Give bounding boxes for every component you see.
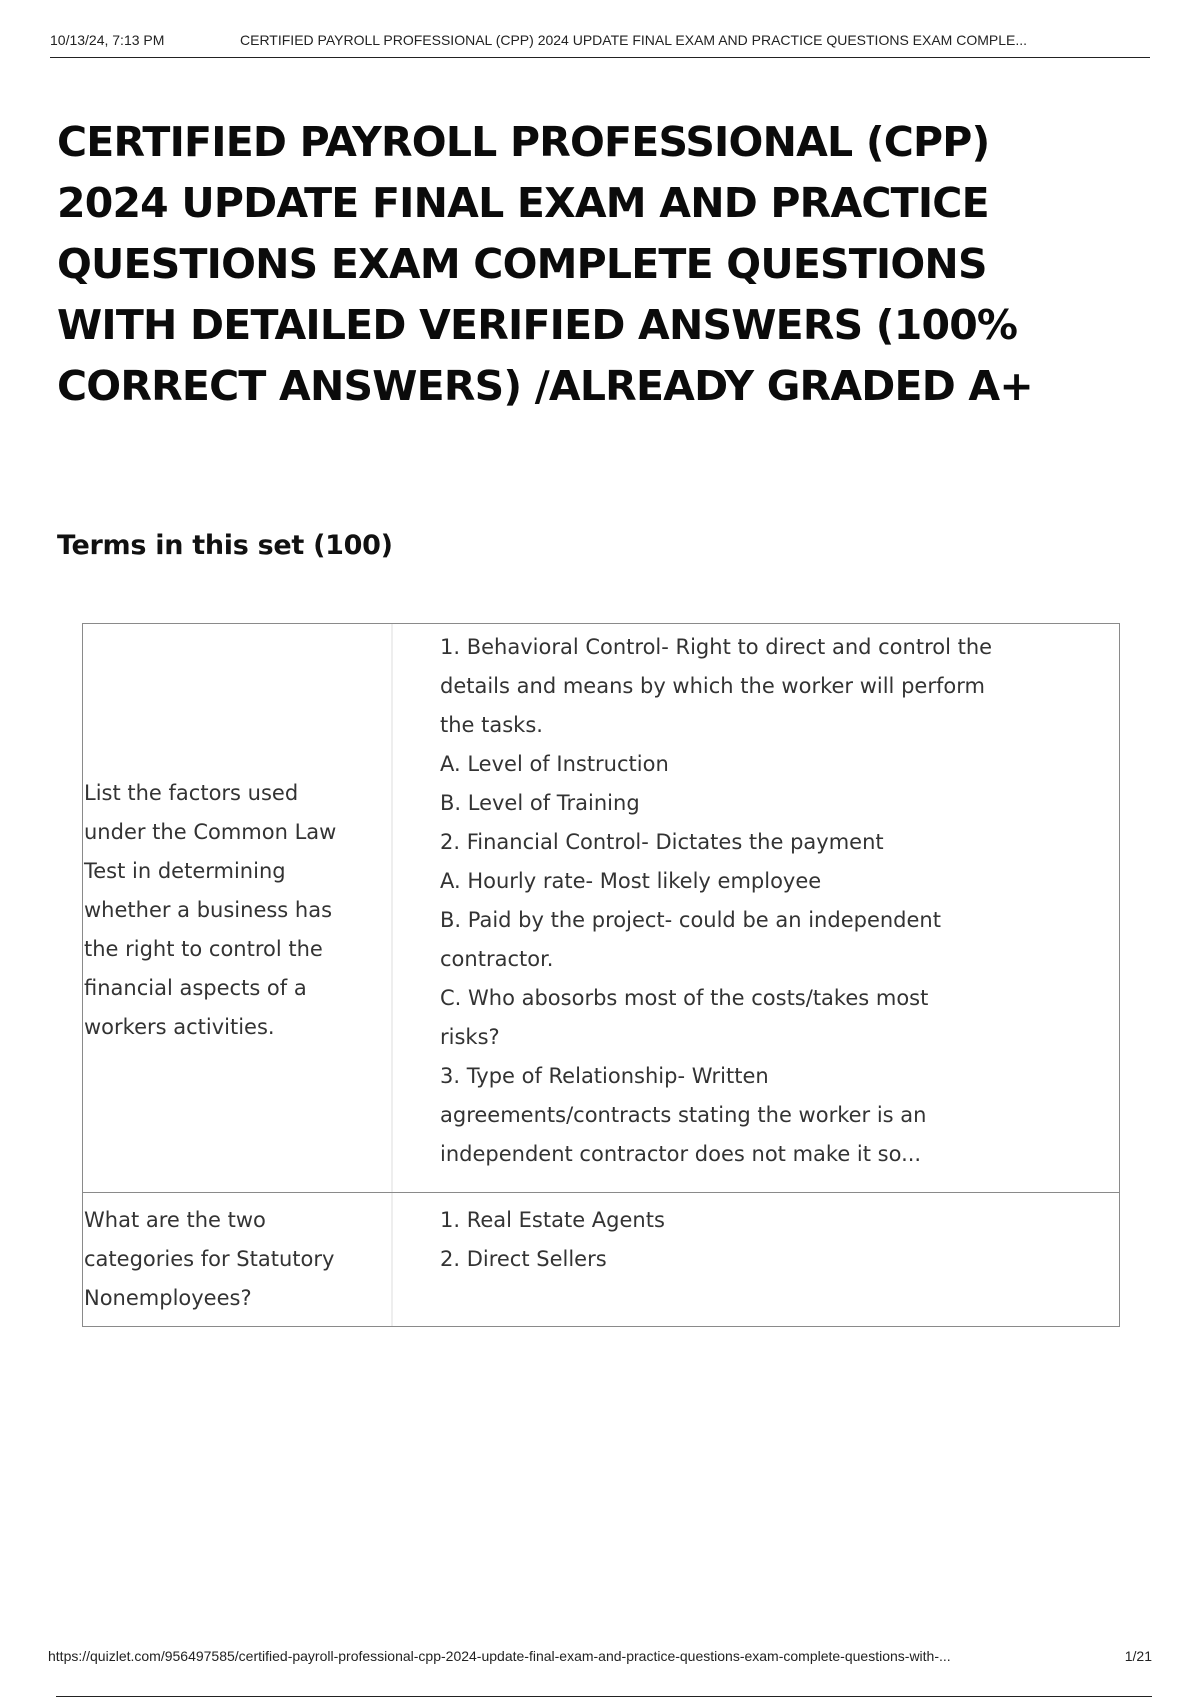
- title-line: CERTIFIED PAYROLL PROFESSIONAL (CPP): [57, 118, 990, 166]
- definition-line: 2. Financial Control- Dictates the payment: [440, 830, 884, 854]
- definition-line: agreements/contracts stating the worker is an: [440, 1103, 927, 1127]
- term-row: [83, 1192, 1119, 1326]
- term-line: What are the two: [84, 1208, 266, 1232]
- term-text: [83, 624, 393, 1192]
- definition-line: risks?: [440, 1025, 500, 1049]
- term-line: List the factors used: [84, 780, 299, 805]
- term-lines: [84, 774, 336, 1047]
- definition-line: B. Paid by the project- could be an independent: [440, 908, 941, 932]
- term-lines: [84, 1201, 334, 1318]
- definition-line: A. Level of Instruction: [440, 752, 669, 776]
- term-row: [83, 624, 1119, 1192]
- definition-line: A. Hourly rate- Most likely employee: [440, 869, 822, 893]
- print-doc-title: CERTIFIED PAYROLL PROFESSIONAL (CPP) 2024 UPDATE FINAL EXAM AND PRACTICE QUESTIONS EXAM COMPLE...: [240, 32, 1028, 48]
- term-text: [83, 1193, 393, 1326]
- term-line: financial aspects of a: [84, 975, 307, 1000]
- terms-table: [82, 623, 1120, 1327]
- definition-text: [393, 624, 1119, 1192]
- definition-line: independent contractor does not make it so...: [440, 1142, 922, 1166]
- print-datetime: 10/13/24, 7:13 PM: [50, 32, 165, 48]
- print-footer: [48, 1648, 1152, 1700]
- definition-line: 1. Behavioral Control- Right to direct and control the: [440, 635, 993, 659]
- page-number: 1/21: [1124, 1648, 1152, 1664]
- definition-line: 1. Real Estate Agents: [440, 1208, 665, 1232]
- definition-line: contractor.: [440, 947, 554, 971]
- term-line: Test in determining: [84, 858, 286, 883]
- term-line: workers activities.: [84, 1014, 275, 1039]
- term-line: categories for Statutory: [84, 1247, 335, 1271]
- title-line: 2024 UPDATE FINAL EXAM AND PRACTICE: [57, 179, 989, 227]
- definition-text: [393, 1193, 1119, 1326]
- print-header: [50, 28, 1150, 58]
- title-line: WITH DETAILED VERIFIED ANSWERS (100%: [57, 301, 1018, 349]
- term-line: the right to control the: [84, 936, 323, 961]
- title-line: CORRECT ANSWERS) /ALREADY GRADED A+: [57, 362, 1033, 410]
- terms-heading: Terms in this set (100): [57, 530, 393, 561]
- definition-line: B. Level of Training: [440, 791, 640, 815]
- term-line: Nonemployees?: [84, 1286, 252, 1310]
- term-line: whether a business has: [84, 897, 333, 922]
- term-line: under the Common Law: [84, 819, 337, 844]
- footer-divider: [56, 1696, 1152, 1697]
- definition-line: 2. Direct Sellers: [440, 1247, 607, 1271]
- page-title: [57, 112, 1117, 417]
- print-url: https://quizlet.com/956497585/certified-payroll-professional-cpp-2024-update-final-exam-and-practice-questions-exam-complete-questions-with-...: [48, 1648, 951, 1664]
- definition-line: the tasks.: [440, 713, 543, 737]
- definition-line: 3. Type of Relationship- Written: [440, 1064, 769, 1088]
- title-line: QUESTIONS EXAM COMPLETE QUESTIONS: [57, 240, 987, 288]
- definition-line: C. Who abosorbs most of the costs/takes most: [440, 986, 929, 1010]
- definition-line: details and means by which the worker will perform: [440, 674, 985, 698]
